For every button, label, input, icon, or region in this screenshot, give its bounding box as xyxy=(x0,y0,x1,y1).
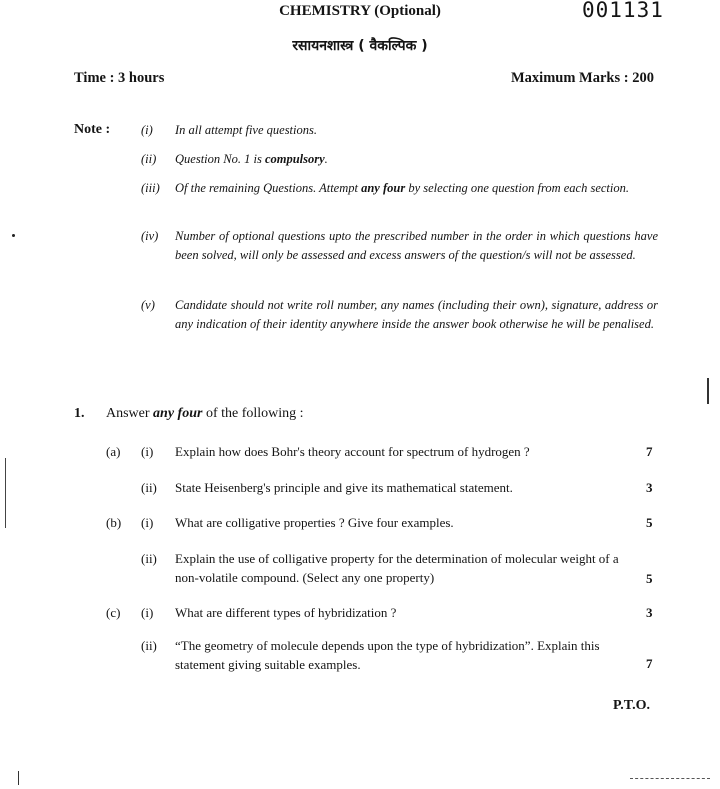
question-text: What are colligative properties ? Give four examples. xyxy=(175,515,454,530)
question-text: State Heisenberg's principle and give its mathematical statement. xyxy=(175,480,513,495)
note-label: Note : xyxy=(74,122,111,137)
maximum-marks: Maximum Marks : 200 xyxy=(511,70,654,86)
subpart-label: (ii) xyxy=(141,638,157,653)
part-label: (c) xyxy=(106,605,121,620)
question-marks: 5 xyxy=(646,571,653,586)
note-item-number: (ii) xyxy=(141,152,157,166)
exam-title: CHEMISTRY (Optional) xyxy=(279,3,441,19)
note-item-number: (iv) xyxy=(141,229,159,243)
note-item-text: Candidate should not write roll number, any names (including their own), signature, address or any indication of their identity anywhere inside the answer book otherwise he will be penalised. xyxy=(175,298,658,331)
question-marks: 7 xyxy=(646,444,653,459)
scan-dash-bottom xyxy=(630,778,710,779)
question-instruction: Answer any four of the following : xyxy=(106,406,304,421)
question-marks: 3 xyxy=(646,480,653,495)
subpart-label: (i) xyxy=(141,515,154,530)
please-turn-over: P.T.O. xyxy=(613,698,650,713)
question-text: Explain the use of colligative property for the determination of molecular weight of a non-volatile compound. (Select any one property) xyxy=(175,551,619,585)
subpart-label: (i) xyxy=(141,444,154,459)
subpart-label: (ii) xyxy=(141,551,157,566)
subpart-label: (ii) xyxy=(141,480,157,495)
part-label: (a) xyxy=(106,444,121,459)
note-item-text: Number of optional questions upto the prescribed number in the order in which questions have been solved, will only be assessed and excess answers of the question/s will not be assessed. xyxy=(175,229,658,262)
exam-title-hindi: रसायनशास्त्र ( वैकल्पिक ) xyxy=(292,38,428,54)
time-allowed: Time : 3 hours xyxy=(74,70,165,86)
part-label: (b) xyxy=(106,515,122,530)
note-item-number: (iii) xyxy=(141,181,160,195)
scan-edge-line-left xyxy=(5,458,6,528)
scan-mark-bottom xyxy=(18,771,19,785)
scan-edge-line-right xyxy=(707,378,709,404)
question-text: Explain how does Bohr's theory account for spectrum of hydrogen ? xyxy=(175,444,530,459)
scan-speck xyxy=(12,234,15,237)
question-text: “The geometry of molecule depends upon the type of hybridization”. Explain this statement giving suitable examples. xyxy=(175,638,600,672)
note-item-text: Of the remaining Questions. Attempt any four by selecting one question from each section. xyxy=(175,181,630,195)
serial-number: 001131 xyxy=(582,0,664,22)
note-item-text: In all attempt five questions. xyxy=(175,123,317,137)
question-number: 1. xyxy=(74,406,85,421)
note-item-text: Question No. 1 is compulsory. xyxy=(175,152,328,166)
subpart-label: (i) xyxy=(141,605,154,620)
question-marks: 3 xyxy=(646,605,653,620)
note-item-number: (v) xyxy=(141,298,155,312)
question-marks: 5 xyxy=(646,515,653,530)
question-text: What are different types of hybridization ? xyxy=(175,605,397,620)
note-item-number: (i) xyxy=(141,123,153,137)
question-marks: 7 xyxy=(646,656,653,671)
